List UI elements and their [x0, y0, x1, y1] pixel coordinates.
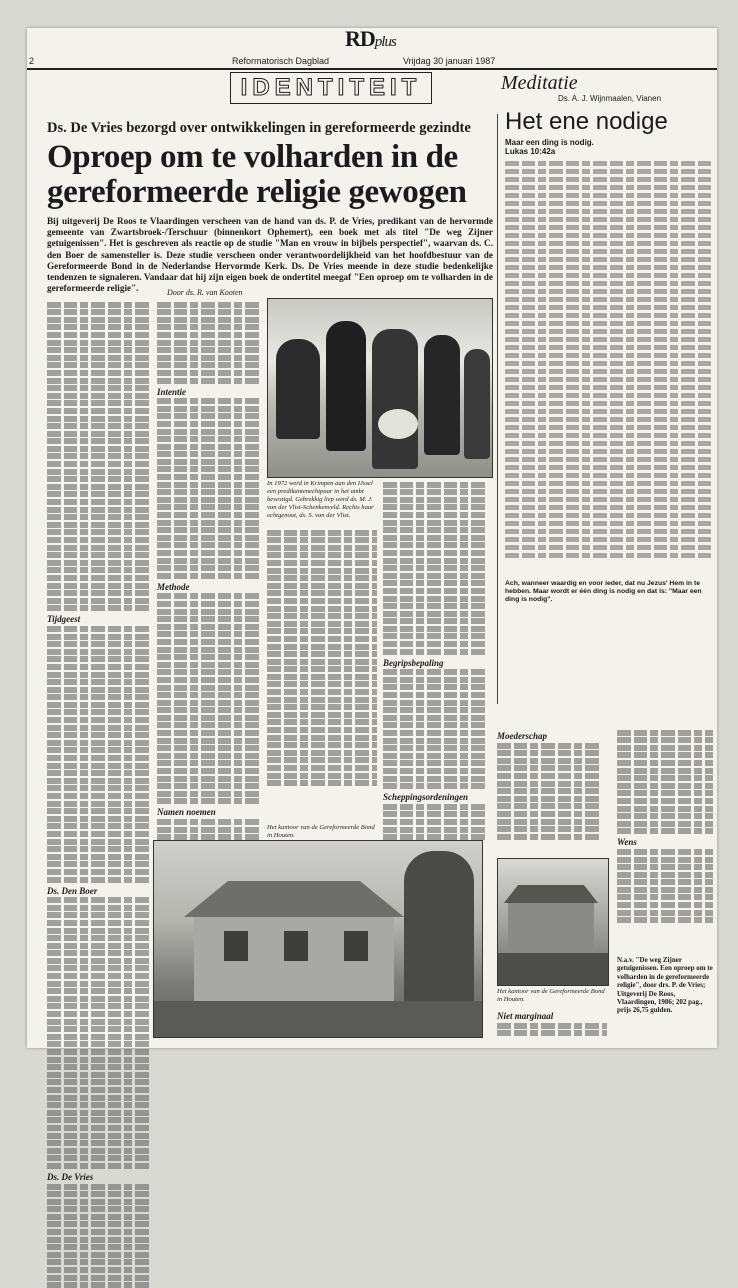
caption-small-photo: Het kantoor van de Gereformeerde Bond in Houten.: [497, 988, 605, 1003]
subhead-namen-noemen: Namen noemen: [157, 807, 216, 818]
subhead-de-vries: Ds. De Vries: [47, 1171, 94, 1182]
paper-name: Reformatorisch Dagblad: [232, 56, 330, 66]
article-intro: Bij uitgeverij De Roos te Vlaardingen verscheen van de hand van ds. P. de Vries, predikant van de hervormde gemeente van Zwartsbroek-/Terschuur (binnenkort Ophemert), een boek met als titel "De weg Zijner getuigenissen". Het is geschreven als reactie op de studie "Man en vrouw in bijbels perspectief", waarvan ds. C. den Boer de samensteller is. Deze studie verscheen onder verantwoordelijkheid van het hoofdbestuur van de Gereformeerde Bond in de Nederlandse Hervormde Kerk. Ds. De Vries meende in deze studie bedenkelijke tendenzen te signaleren. Vandaar dat hij zijn eigen boek de ondertitel meegaf "Een oproep om te volharden in de gereformeerde religie".: [47, 216, 493, 294]
logo-main: RD: [345, 26, 375, 51]
photo-ordination: [267, 298, 493, 478]
meditatie-author: Ds. A. J. Wijnmaalen, Vianen: [558, 94, 662, 103]
subhead-begripsbepaling: Begripsbepaling: [383, 657, 444, 668]
newspaper-page: [27, 26, 717, 1182]
article-column-1: [47, 300, 151, 1182]
section-title: IDENTITEIT: [230, 72, 432, 104]
article-headline: Oproep om te volharden in de gereformeerde religie gewogen: [47, 139, 467, 210]
meditatie-body: [505, 158, 711, 698]
subhead-den-boer: Ds. Den Boer: [47, 885, 98, 896]
header-rule: [27, 68, 717, 70]
book-info-note: N.a.v. "De weg Zijner getuigenissen. Een oproep om te volharden in de gereformeerde religie", door drs. P. de Vries; Uitgeverij De Roos, Vlaardingen, 1986; 202 pag., prijs 26,75 gulden.: [617, 956, 713, 1015]
meditatie-title: Het ene nodige: [505, 108, 668, 135]
meditatie-label: Meditatie: [501, 72, 578, 94]
subhead-moederschap: Moederschap: [497, 731, 547, 741]
article-column-4: [383, 480, 487, 840]
subhead-intentie: Intentie: [157, 386, 187, 397]
article-kicker: Ds. De Vries bezorgd over ontwikkelingen in gereformeerde gezindte: [47, 120, 471, 136]
subhead-tijdgeest: Tijdgeest: [47, 614, 81, 625]
page-number: 2: [29, 56, 35, 66]
article-byline: Door ds. R. van Kooten: [167, 288, 243, 297]
subhead-niet-marginaal: Niet marginaal: [497, 1011, 554, 1021]
subhead-wens: Wens: [617, 837, 637, 848]
caption-bond-office: Het kantoor van de Gereformeerde Bond in Houten.: [267, 824, 375, 839]
article-column-6: [497, 1008, 607, 1044]
subhead-methode: Methode: [157, 581, 190, 592]
subhead-scheppingsordeningen: Scheppingsordeningen: [383, 792, 469, 803]
meditatie-verse-ref: Lukas 10:42a: [505, 147, 556, 156]
newspaper-logo: [345, 26, 396, 52]
logo-plus: plus: [374, 34, 396, 50]
photo-bond-office: [153, 840, 483, 1038]
issue-date: Vrijdag 30 januari 1987: [403, 56, 496, 66]
caption-ordination: In 1972 werd in Krimpen aan den IJssel een predikantenechtpaar in het ambt bevestigd. Gebrekkig liep werd ds. M. J. van der Vlist-Schenkenveld. Rechts haar echtgenoot, ds. S. van der Vlist.: [267, 480, 374, 519]
article-column-7: [617, 728, 713, 954]
meditatie-closing: Ach, wanneer waardig en voor ieder, dat nu Jezus' Hem in te hebben. Maar wordt er één ding is nodig en dat is: "Maar een ding is nodig".: [505, 580, 702, 603]
article-column-5: [497, 728, 601, 856]
photo-bond-office-small: [497, 858, 609, 986]
meditatie-verse: Maar een ding is nodig.: [505, 138, 594, 147]
article-column-3: [267, 528, 377, 840]
article-column-2: [157, 300, 261, 840]
